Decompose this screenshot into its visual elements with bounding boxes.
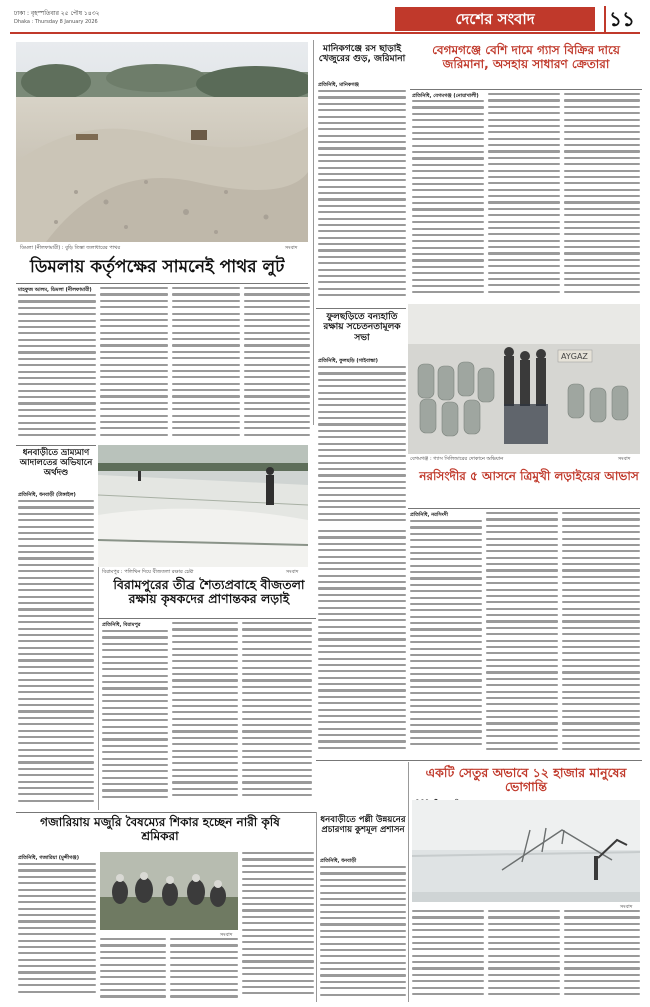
gas-photo-credit: সংবাদ xyxy=(618,456,631,462)
narsingdi-body-col3 xyxy=(562,512,640,756)
flood-body xyxy=(318,366,406,526)
irrigation-headline: ধনবাড়ীতে ভ্রাম্যমাণ আদালতের অভিযানে অর্থদণ্ড xyxy=(19,448,93,478)
juice-body xyxy=(318,90,406,305)
women-byline: প্রতিনিধি, গজারিয়া (মুন্সীগঞ্জ) xyxy=(18,855,79,861)
bridge-body-col3 xyxy=(564,910,640,1001)
gas-headline: বেগমগঞ্জে বেশি দামে গ্যাস বিক্রির দায়ে জরিমানা, অসহায় সাধারণ ক্রেতারা xyxy=(432,43,620,71)
gas-photo-image xyxy=(408,304,640,454)
cold-headline: বিরামপুরের তীব্র শৈত্যপ্রবাহে বীজতলা রক্ষায় কৃষকদের প্রাণান্তকর লড়াই xyxy=(113,577,305,607)
cold-body-col2 xyxy=(172,622,238,806)
women-headline: গজারিয়ায় মজুরি বৈষম্যের শিকার হচ্ছেন নারী কৃষি শ্রমিকরা xyxy=(40,815,280,843)
cold-byline: প্রতিনিধি, বিরামপুর xyxy=(102,622,141,628)
narsingdi-headline: নরসিংদীর ৫ আসনে ত্রিমুখী লড়াইয়ের আভাস xyxy=(419,469,639,483)
women-photo-credit: সংবাদ xyxy=(220,932,233,938)
divider xyxy=(16,445,96,446)
cold-body-col1 xyxy=(102,630,168,806)
page-header xyxy=(10,6,640,34)
stone-body-col4 xyxy=(244,287,310,442)
narsingdi-body-col2 xyxy=(486,512,558,756)
women-photo-image xyxy=(100,852,238,930)
road-body xyxy=(320,866,406,1001)
gas-photo-caption: বেগমগঞ্জ : গ্যাস সিলিন্ডারের দোকানে অভিযান xyxy=(410,456,504,462)
women-body-col1 xyxy=(18,863,96,1001)
stone-photo-image xyxy=(16,42,308,242)
stone-photo xyxy=(16,42,308,242)
stone-photo-caption: ডিমলা (নীলফামারী) : বুড়ি তিস্তা জলাধারের পাথর xyxy=(20,245,121,251)
stone-body-col1 xyxy=(18,294,96,442)
dateline-english: Dhaka : Thursday 8 January 2026 xyxy=(14,19,98,25)
page-number: ১১ xyxy=(604,6,638,32)
stone-body-col3 xyxy=(172,287,240,442)
stone-photo-credit: সংবাদ xyxy=(285,245,298,251)
bridge-photo-image xyxy=(412,800,640,902)
irrigation-body xyxy=(18,500,94,808)
divider xyxy=(408,508,640,509)
gas-body-col3 xyxy=(564,93,640,300)
women-body-col4 xyxy=(242,852,314,1001)
bridge-body-col2 xyxy=(488,910,560,1001)
narsingdi-body-col1 xyxy=(410,520,482,756)
stone-headline: ডিমলায় কর্তৃপক্ষের সামনেই পাথর লুট xyxy=(30,257,285,277)
divider xyxy=(16,812,316,813)
cold-body-col3 xyxy=(242,622,312,806)
field-photo-image xyxy=(98,445,308,567)
column-divider xyxy=(316,812,317,1002)
stone-byline: মাহফুজ আলম, ডিমলা (নীলফামারী) xyxy=(18,287,92,293)
divider xyxy=(16,283,308,284)
flood-byline: প্রতিনিধি, ফুলছড়ি (গাইবান্ধা) xyxy=(318,358,378,364)
field-photo-caption: বিরামপুর : পলিথিন দিয়ে বীজতলা রক্ষার চেষ্টা xyxy=(102,569,194,575)
gas-body-col1 xyxy=(412,100,484,300)
juice-byline: প্রতিনিধি, মানিকগঞ্জ xyxy=(318,82,359,88)
gas-photo xyxy=(408,304,640,454)
narsingdi-byline: প্রতিনিধি, নরসিংদী xyxy=(410,512,448,518)
divider xyxy=(316,308,406,309)
divider xyxy=(316,760,642,761)
women-body-col2 xyxy=(100,938,166,1001)
field-photo xyxy=(98,445,308,567)
svg-text:AYGAZ: AYGAZ xyxy=(561,352,588,361)
bridge-photo xyxy=(412,800,640,902)
column-divider xyxy=(313,40,314,425)
narsingdi-body-col0 xyxy=(318,530,406,756)
women-photo xyxy=(100,852,238,930)
gas-body-col2 xyxy=(488,93,560,300)
road-byline: প্রতিনিধি, ধনবাড়ী xyxy=(320,858,357,864)
road-headline: ধনবাড়ীতে পল্লী উন্নয়নের প্রচারণায় কুশমূল প্রশাসন xyxy=(320,815,406,835)
juice-headline: মানিকগঞ্জে রস ছাড়াই খেজুরের গুড়, জরিমানা xyxy=(318,44,406,65)
divider xyxy=(98,618,316,619)
gas-byline: প্রতিনিধি, বেগমগঞ্জ (নোয়াখালী) xyxy=(412,93,479,99)
dateline: ঢাকা : বৃহস্পতিবার ২৫ পৌষ ১৪৩২ xyxy=(14,10,100,17)
bridge-photo-credit: সংবাদ xyxy=(620,904,633,910)
column-divider xyxy=(408,762,409,1002)
field-photo-credit: সংবাদ xyxy=(286,569,299,575)
bridge-headline: একটি সেতুর অভাবে ১২ হাজার মানুষের ভোগান্তি xyxy=(425,765,627,795)
bridge-body-col1 xyxy=(412,910,484,1001)
women-body-col3 xyxy=(170,938,238,1001)
stone-body-col2 xyxy=(100,287,168,442)
section-name: দেশের সংবাদ xyxy=(395,7,595,31)
flood-headline: ফুলছড়িতে বন্যহাতি রক্ষায় সচেতনতামূলক সভা xyxy=(323,312,401,343)
irrigation-byline: প্রতিনিধি, ধনবাড়ী (টাঙ্গাইল) xyxy=(18,492,76,498)
